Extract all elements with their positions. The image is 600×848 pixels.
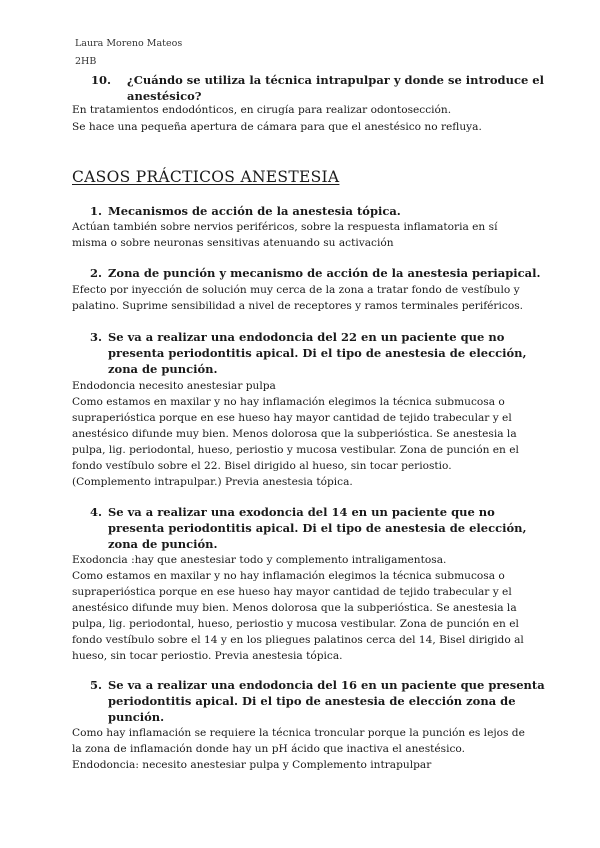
answer-line: Actúan también sobre nervios periféricos, sobre la respuesta inflamatoria en sí <box>72 221 498 233</box>
question-line: anestésico? <box>127 89 202 103</box>
answer-line: anestésico difunde muy bien. Menos dolorosa que la subperióstica. Se anestesia la <box>72 428 517 440</box>
question-line: Zona de punción y mecanismo de acción de la anestesia periapical. <box>108 266 541 280</box>
answer-line: Como estamos en maxilar y no hay inflamación elegimos la técnica submucosa o <box>72 570 505 582</box>
answer-line: palatino. Suprime sensibilidad a nivel de receptores y ramos terminales periféricos. <box>72 300 523 312</box>
answer-line: fondo vestíbulo sobre el 22. Bisel dirigido al hueso, sin tocar periostio. <box>72 460 452 472</box>
section-title: CASOS PRÁCTICOS ANESTESIA <box>72 168 340 186</box>
header-author: Laura Moreno Mateos <box>75 38 183 49</box>
question-line: Se va a realizar una exodoncia del 14 en un paciente que no <box>108 505 495 519</box>
answer-line: fondo vestíbulo sobre el 14 y en los pliegues palatinos cerca del 14, Bisel dirigido al <box>72 634 524 646</box>
question-number: 10. <box>91 73 112 87</box>
answer-line: En tratamientos endodónticos, en cirugía para realizar odontosección. <box>72 104 452 116</box>
answer-line: Endodoncia: necesito anestesiar pulpa y Complemento intrapulpar <box>72 759 432 771</box>
question-line: Mecanismos de acción de la anestesia tópica. <box>108 204 401 218</box>
question-10 <box>91 72 547 104</box>
header-group: 2HB <box>75 56 97 67</box>
answer-line: Exodoncia :hay que anestesiar todo y complemento intraligamentosa. <box>72 554 447 566</box>
case-2-question <box>90 265 548 281</box>
answer-line: Se hace una pequeña apertura de cámara para que el anestésico no refluya. <box>72 121 482 133</box>
question-line: presenta periodontitis apical. Di el tipo de anestesia de elección, <box>108 521 527 535</box>
answer-line: supraperióstica porque en ese hueso hay mayor cantidad de tejido trabecular y el <box>72 586 512 598</box>
question-line: zona de punción. <box>108 537 218 551</box>
question-number: 5. <box>90 678 103 692</box>
question-line: ¿Cuándo se utiliza la técnica intrapulpar y donde se introduce el <box>127 73 544 87</box>
case-3-question <box>90 329 548 377</box>
answer-line: pulpa, lig. periodontal, hueso, periostio y mucosa vestibular. Zona de punción en el <box>72 618 519 630</box>
question-line: Se va a realizar una endodoncia del 16 en un paciente que presenta <box>108 678 545 692</box>
case-1-question <box>90 203 548 219</box>
question-line: punción. <box>108 710 165 724</box>
answer-line: Efecto por inyección de solución muy cerca de la zona a tratar fondo de vestíbulo y <box>72 284 520 296</box>
answer-line: Endodoncia necesito anestesiar pulpa <box>72 380 276 392</box>
answer-line: misma o sobre neuronas sensitivas atenuando su activación <box>72 237 394 249</box>
case-4-question <box>90 504 548 552</box>
question-number: 2. <box>90 266 103 280</box>
answer-line: supraperióstica porque en ese hueso hay mayor cantidad de tejido trabecular y el <box>72 412 512 424</box>
answer-line: (Complemento intrapulpar.) Previa anestesia tópica. <box>72 476 353 488</box>
question-line: periodontitis apical. Di el tipo de anestesia de elección zona de <box>108 694 516 708</box>
answer-line: la zona de inflamación donde hay un pH ácido que inactiva el anestésico. <box>72 743 465 755</box>
question-line: presenta periodontitis apical. Di el tipo de anestesia de elección, <box>108 346 527 360</box>
answer-line: anestésico difunde muy bien. Menos dolorosa que la subperióstica. Se anestesia la <box>72 602 517 614</box>
question-number: 1. <box>90 204 103 218</box>
answer-line: pulpa, lig. periodontal, hueso, periostio y mucosa vestibular. Zona de punción en el <box>72 444 519 456</box>
case-5-question <box>90 677 548 725</box>
question-line: Se va a realizar una endodoncia del 22 en un paciente que no <box>108 330 505 344</box>
answer-line: Como hay inflamación se requiere la técnica troncular porque la punción es lejos de <box>72 727 525 739</box>
answer-line: Como estamos en maxilar y no hay inflamación elegimos la técnica submucosa o <box>72 396 505 408</box>
question-number: 4. <box>90 505 103 519</box>
answer-line: hueso, sin tocar periostio. Previa anestesia tópica. <box>72 650 343 662</box>
question-line: zona de punción. <box>108 362 218 376</box>
question-number: 3. <box>90 330 103 344</box>
